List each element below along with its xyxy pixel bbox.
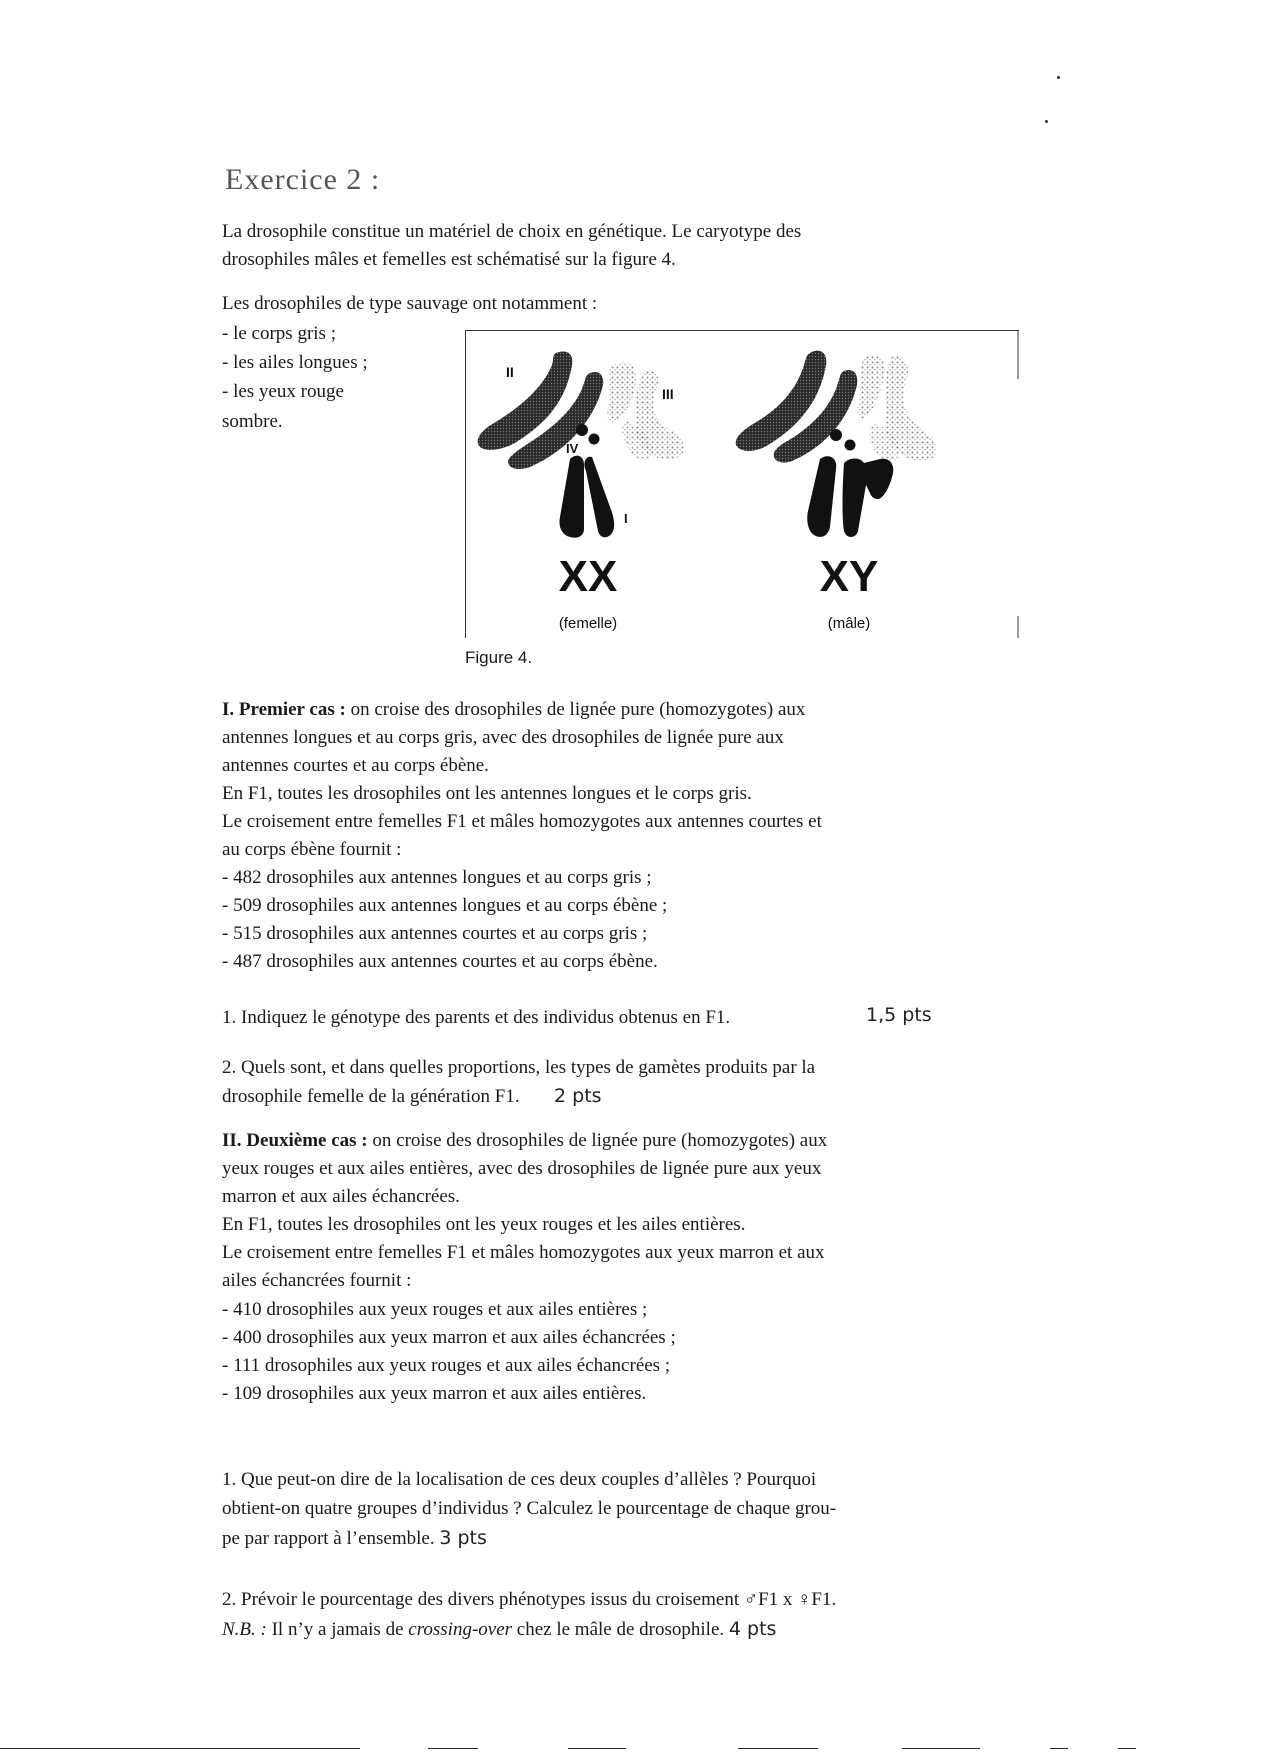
- note-end: chez le mâle de drosophile.: [512, 1619, 725, 1640]
- case1-result: - 482 drosophiles aux antennes longues et au corps gris ;: [222, 867, 652, 888]
- figure-caption: Figure 4.: [465, 648, 533, 667]
- case2-line-5: Le croisement entre femelles F1 et mâles homozygotes aux yeux marron et aux: [222, 1242, 825, 1263]
- label-i: I: [624, 511, 628, 526]
- case1-question-2-line-2: drosophile femelle de la génération F1.: [222, 1086, 520, 1107]
- male-chromosome-iii: [857, 355, 936, 462]
- case2-question-1-line-3-text: pe par rapport à l’ensemble.: [222, 1528, 435, 1549]
- case2-question-1-line-3: [222, 1526, 487, 1551]
- female-karyotype-label: XX: [558, 552, 618, 601]
- case1-question-1: 1. Indiquez le génotype des parents et des individus obtenus en F1.: [222, 1007, 731, 1028]
- case2-line-1: [222, 1129, 827, 1153]
- case2-line-3: marron et aux ailes échancrées.: [222, 1186, 460, 1207]
- label-iii: III: [662, 386, 674, 402]
- male-chromosome-iv: [830, 429, 842, 441]
- intro-line-1: La drosophile constitue un matériel de choix en génétique. Le caryotype des: [222, 221, 802, 242]
- case1-result: - 515 drosophiles aux antennes courtes et au corps gris ;: [222, 923, 648, 944]
- case2-result: - 400 drosophiles aux yeux marron et aux ailes échancrées ;: [222, 1327, 676, 1348]
- wild-type-item: - les yeux rouge: [222, 381, 344, 402]
- female-sex-label: (femelle): [558, 615, 618, 632]
- wild-type-item: - le corps gris ;: [222, 323, 336, 344]
- female-chromosome-iii: [607, 363, 684, 460]
- case2-question-1-line-2: obtient-on quatre groupes d’individus ? Calculez le pourcentage de chaque grou-: [222, 1498, 837, 1519]
- note-text: Il n’y a jamais de: [266, 1619, 404, 1640]
- bottom-rule: [428, 1748, 478, 1749]
- case1-result: - 509 drosophiles aux antennes longues et au corps ébène ;: [222, 895, 668, 916]
- case2-result: - 410 drosophiles aux yeux rouges et aux ailes entières ;: [222, 1299, 648, 1320]
- bottom-rule: [902, 1748, 980, 1749]
- bottom-rule: [1118, 1748, 1136, 1749]
- case2-question-2: 2. Prévoir le pourcentage des divers phénotypes issus du croisement ♂F1 x ♀F1.: [222, 1589, 837, 1610]
- case2-line-1-text: on croise des drosophiles de lignée pure (homozygotes) aux: [367, 1130, 828, 1151]
- bottom-rule: [0, 1748, 360, 1749]
- note-label: N.B. :: [222, 1619, 267, 1640]
- case2-question-1-points: 3 pts: [439, 1527, 487, 1549]
- case2-note: [222, 1617, 776, 1642]
- bottom-rule: [738, 1748, 818, 1749]
- case1-line-1-text: on croise des drosophiles de lignée pure (homozygotes) aux: [345, 699, 806, 720]
- scan-speck: [1045, 120, 1048, 123]
- case2-result: - 109 drosophiles aux yeux marron et aux ailes entières.: [222, 1383, 647, 1404]
- label-iv: IV: [566, 441, 579, 456]
- male-sex-label: (mâle): [827, 615, 871, 632]
- case1-question-1-points: 1,5 pts: [866, 1004, 932, 1026]
- case1-question-2-line-1: 2. Quels sont, et dans quelles proportions, les types de gamètes produits par la: [222, 1057, 816, 1078]
- case1-line-1: [222, 698, 805, 722]
- female-chromosome-iv: [576, 424, 588, 436]
- case2-result: - 111 drosophiles aux yeux rouges et aux ailes échancrées ;: [222, 1355, 671, 1376]
- intro-line-2: drosophiles mâles et femelles est schématisé sur la figure 4.: [222, 249, 676, 270]
- case1-heading: I. Premier cas :: [222, 699, 346, 720]
- label-ii: II: [506, 364, 514, 380]
- male-x-y-chromosomes: [807, 456, 893, 537]
- scan-speck: [1057, 76, 1060, 79]
- karyotype-drawing: [466, 331, 1019, 638]
- karyotype-figure: [465, 330, 1019, 638]
- wild-type-item: - les ailes longues ;: [222, 352, 368, 373]
- case2-heading: II. Deuxième cas :: [222, 1130, 368, 1151]
- exercise-heading: Exercice 2 :: [225, 163, 381, 196]
- wild-type-lead: Les drosophiles de type sauvage ont notamment :: [222, 293, 598, 314]
- case2-question-2-points: 4 pts: [728, 1618, 777, 1640]
- case1-question-2-points: 2 pts: [554, 1085, 602, 1107]
- case1-line-3: antennes courtes et au corps ébène.: [222, 755, 489, 776]
- case1-line-4: En F1, toutes les drosophiles ont les antennes longues et le corps gris.: [222, 783, 752, 804]
- bottom-rule: [1050, 1748, 1068, 1749]
- case2-line-4: En F1, toutes les drosophiles ont les yeux rouges et les ailes entières.: [222, 1214, 746, 1235]
- case2-line-6: ailes échancrées fournit :: [222, 1270, 412, 1291]
- wild-type-item: sombre.: [222, 411, 283, 432]
- note-crossing-over: crossing-over: [403, 1619, 513, 1640]
- case1-line-2: antennes longues et au corps gris, avec des drosophiles de lignée pure aux: [222, 727, 784, 748]
- case2-line-2: yeux rouges et aux ailes entières, avec des drosophiles de lignée pure aux yeux: [222, 1158, 822, 1179]
- case2-question-1-line-1: 1. Que peut-on dire de la localisation de ces deux couples d’allèles ? Pourquoi: [222, 1469, 817, 1490]
- female-x-chromosomes: [559, 456, 614, 538]
- case1-result: - 487 drosophiles aux antennes courtes et au corps ébène.: [222, 951, 658, 972]
- case1-line-6: au corps ébène fournit :: [222, 839, 402, 860]
- bottom-rule: [568, 1748, 626, 1749]
- case1-line-5: Le croisement entre femelles F1 et mâles homozygotes aux antennes courtes et: [222, 811, 822, 832]
- male-karyotype-label: XY: [819, 552, 879, 601]
- male-chromosome-ii: [736, 351, 858, 463]
- female-chromosome-ii: [478, 352, 604, 470]
